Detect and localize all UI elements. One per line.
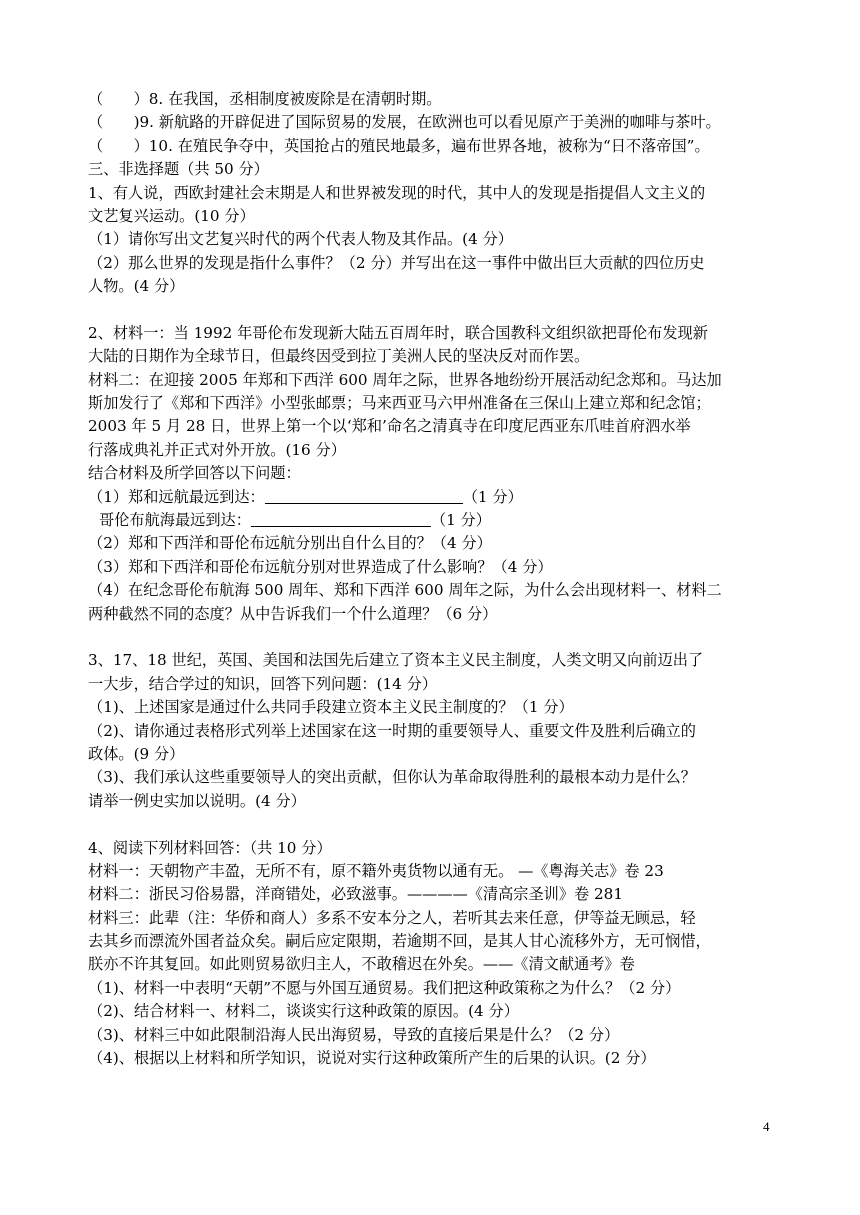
q3-stem-line: 一大步，结合学过的知识，回答下列问题：(14 分） [88, 674, 438, 693]
judgement-item-9: （ )9. 新航路的开辟促进了国际贸易的发展，在欧洲也可以看见原产于美洲的咖啡与茶叶。 [88, 113, 721, 132]
page-number: 4 [763, 1119, 770, 1134]
q4-material-3-cont: 朕亦不许其复回。如此则贸易欲归主人，不敢稽迟在外矣。——《清文献通考》卷 [88, 955, 635, 974]
q2-material-2-cont: 2003 年 5 月 28 日，世界上第一个以‘郑和’命名之清真寺在印度尼西亚东爪哇首府泗水举 [88, 417, 691, 436]
q2-material-1: 2、材料一：当 1992 年哥伦布发现新大陆五百周年时，联合国教科文组织欲把哥伦布发现新 [88, 323, 708, 342]
q4-material-3-cont: 去其乡而漂流外国者益众矣。嗣后应定限期，若逾期不回，是其人甘心流移外方，无可悯惜， [88, 932, 711, 951]
q3-part-1: （1)、上述国家是通过什么共同手段建立资本主义民主制度的？（1 分） [88, 698, 574, 717]
q2-material-1-cont: 大陆的日期作为全球节日，但最终因受到拉丁美洲人民的坚决反对而作罢。 [88, 347, 590, 366]
q2-instruction: 结合材料及所学回答以下问题： [88, 464, 301, 483]
q2-part-2: （2）郑和下西洋和哥伦布远航分别出自什么目的？（4 分） [88, 534, 492, 553]
q2-part-1a-score: （1 分） [462, 487, 523, 506]
q2-part-1b-score: （1 分） [430, 511, 491, 530]
q3-part-2-cont: 政体。(9 分） [88, 744, 185, 763]
q4-material-2: 材料二：浙民习俗易嚣，洋商错处，必致滋事。————《清高宗圣训》卷 281 [88, 885, 624, 904]
q1-stem-line: 1、有人说，西欧封建社会末期是人和世界被发现的时代，其中人的发现是指提倡人文主义的 [88, 183, 706, 202]
spacer [88, 626, 768, 649]
q4-material-3: 材料三：此辈（注：华侨和商人）多系不安本分之人，若听其去来任意，伊等益无顾忌，轻 [88, 908, 696, 927]
q3-stem-line: 3、17、18 世纪，英国、美国和法国先后建立了资本主义民主制度，人类文明又向前迈出了 [88, 651, 704, 670]
q4-part-4: （4)、根据以上材料和所学知识，说说对实行这种政策所产生的后果的认识。(2 分） [88, 1049, 656, 1068]
q4-stem: 4、阅读下列材料回答：（共 10 分） [88, 838, 332, 857]
q2-part-4: （4）在纪念哥伦布航海 500 周年、郑和下西洋 600 周年之际，为什么会出现材料一、材料二 [88, 581, 722, 600]
q2-part-3: （3）郑和下西洋和哥伦布远航分别对世界造成了什么影响？（4 分） [88, 557, 553, 576]
q1-stem-line: 文艺复兴运动。(10 分） [88, 206, 255, 225]
q4-part-2: （2)、结合材料一、材料二，谈谈实行这种政策的原因。(4 分） [88, 1002, 519, 1021]
judgement-item-8: （ ）8. 在我国，丞相制度被废除是在清朝时期。 [88, 90, 442, 108]
q2-material-2-cont: 行落成典礼并正式对外开放。(16 分） [88, 440, 346, 459]
q1-part-2: （2）那么世界的发现是指什么事件？（2 分）并写出在这一事件中做出巨大贡献的四位历史 [88, 253, 705, 272]
q4-part-1: （1)、材料一中表明“天朝”不愿与外国互通贸易。我们把这种政策称之为什么？（2 分） [88, 978, 681, 997]
page-content [88, 88, 768, 1070]
spacer [88, 813, 768, 836]
q4-material-1: 材料一：天朝物产丰盈，无所不有，原不籍外夷货物以通有无。 —《粤海关志》卷 23 [88, 861, 664, 880]
q3-part-2: （2)、请你通过表格形式列举上述国家在这一时期的重要领导人、重要文件及胜利后确立的 [88, 721, 696, 740]
section-title: 三、非选择题（共 50 分） [88, 160, 269, 179]
q3-part-3: （3)、我们承认这些重要领导人的突出贡献，但你认为革命取得胜利的最根本动力是什么？ [88, 768, 696, 787]
q2-part-1a-label: （1）郑和远航最远到达： [88, 487, 265, 506]
answer-blank[interactable] [251, 510, 431, 527]
q1-part-1: （1）请你写出文艺复兴时代的两个代表人物及其作品。(4 分） [88, 230, 513, 249]
q4-part-3: （3)、材料三中如此限制沿海人民出海贸易，导致的直接后果是什么？（2 分） [88, 1025, 620, 1044]
q2-part-1b [88, 509, 768, 532]
spacer [88, 299, 768, 322]
q2-part-1a [88, 486, 768, 509]
q3-part-3-cont: 请举一例史实加以说明。(4 分） [88, 791, 306, 810]
judgement-item-10: （ ）10. 在殖民争夺中，英国抢占的殖民地最多，遍布世界各地，被称为“日不落帝国”。 [88, 136, 710, 155]
q2-material-2-cont: 斯加发行了《郑和下西洋》小型张邮票；马来西亚马六甲州准备在三保山上建立郑和纪念馆； [88, 394, 711, 413]
q2-part-1b-label: 哥伦布航海最远到达： [99, 511, 251, 530]
q1-part-2-cont: 人物。(4 分） [88, 277, 185, 296]
q2-part-4-cont: 两种截然不同的态度？从中告诉我们一个什么道理？（6 分） [88, 604, 498, 623]
answer-blank[interactable] [265, 487, 463, 504]
q2-material-2: 材料二：在迎接 2005 年郑和下西洋 600 周年之际，世界各地纷纷开展活动纪念郑和。马达加 [88, 370, 722, 389]
